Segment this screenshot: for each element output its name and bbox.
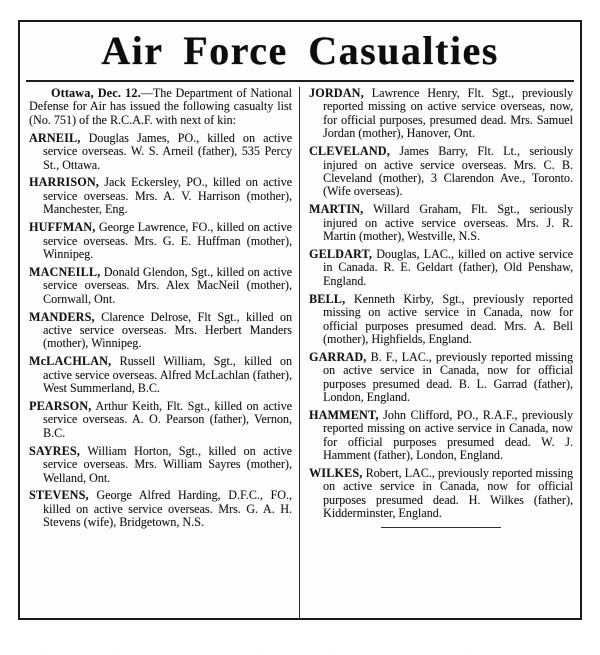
casualty-entry [309,203,573,243]
casualty-surname: JORDAN, [309,87,364,100]
casualty-detail: Jack Eckersley, PO., killed on active service overseas. Mrs. A. V. Harrison (mother), Manchester, Eng. [43,175,292,217]
dateline: Ottawa, Dec. 12. [51,87,141,100]
casualty-detail: Willard Graham, Flt. Sgt., seriously injured on active service overseas. Mrs. J. R. Martin (mother), Westville, N.S. [323,202,573,244]
casualty-detail: Lawrence Henry, Flt. Sgt., previously reported missing on active service overseas, now, for official purposes, presumed dead. Mrs. Samuel Jordan (mother), Hanover, Ont. [323,87,573,141]
casualty-surname: BELL, [309,291,346,306]
casualty-entry [309,409,573,463]
casualty-detail: George Alfred Harding, D.F.C., FO., killed on active service overseas. Mrs. G. A. H. Stevens (wife), Bridgetown, N.S. [43,488,292,530]
casualty-detail: Donald Glendon, Sgt., killed on active service overseas. Mrs. Alex MacNeil (mother), Cornwall, Ont. [43,264,292,306]
casualty-detail: James Barry, Flt. Lt., seriously injured on active service overseas. Mrs. C. B. Cleveland (mother), 3 Clarendon Ave., Toronto. (Wife overseas). [323,144,573,199]
casualty-detail: Russell William, Sgt., killed on active service overseas. Alfred McLachlan (father), West Summerland, B.C. [43,354,292,396]
lede-text: —The Department of National Defense for Air has issued the following casualty list (No. 751) of the R.C.A.F. with next of kin: [29,87,292,127]
casualty-surname: STEVENS, [29,488,89,503]
casualty-entry [29,132,292,172]
casualty-entry [309,293,573,347]
casualty-surname: ARNEIL, [29,130,81,145]
casualty-surname: GELDART, [309,246,373,261]
casualty-entry [29,355,292,395]
casualty-detail: Clarence Delrose, Flt Sgt., killed on active service overseas. Mrs. Herbert Manders (mother), Winnipeg. [43,309,292,351]
casualty-entry [309,145,573,199]
casualty-entry [29,176,292,216]
casualty-surname: WILKES, [309,466,363,481]
lede-paragraph [29,87,292,127]
casualty-detail: Robert, LAC., previously reported missing on active service in Canada, now for official purposes presumed dead. H. Wilkes (father), Kidderminster, England. [323,466,573,521]
newspaper-clipping [18,20,582,620]
column-left [20,87,300,618]
casualty-surname: MARTIN, [309,202,364,217]
casualty-surname: PEARSON, [29,399,92,414]
casualty-surname: HAMMENT, [309,407,379,422]
casualty-entry [309,87,573,141]
casualty-surname: MACNEILL, [29,264,101,279]
casualty-detail: John Clifford, PO., R.A.F., previously reported missing on active service in Canada, now for official purposes presumed dead. W. J. Hamment (father), London, England. [323,407,573,463]
headline-band [20,22,580,76]
casualty-entry [29,266,292,306]
end-of-article-ornament [381,527,501,528]
casualty-entry [29,445,292,485]
casualty-surname: MANDERS, [29,309,95,324]
casualty-entry [29,221,292,261]
casualty-entry [309,467,573,521]
casualty-detail: William Horton, Sgt., killed on active service overseas. Mrs. William Sayres (mother), Welland, Ont. [43,443,292,485]
casualty-detail: Douglas James, PO., killed on active service overseas. W. S. Arneil (father), 535 Percy St., Ottawa. [43,130,292,172]
casualty-surname: GARRAD, [309,349,367,364]
casualty-surname: SAYRES, [29,443,81,458]
casualty-entry [309,351,573,405]
article-columns [20,82,580,618]
casualty-detail: George Lawrence, FO., killed on active service overseas. Mrs. G. E. Huffman (mother), Winnipeg. [43,220,292,261]
page-title: Air Force Casualties [101,28,499,73]
casualty-detail: Arthur Keith, Flt. Sgt., killed on active service overseas. A. O. Pearson (father), Vernon, B.C. [43,399,292,440]
casualty-detail: Kenneth Kirby, Sgt., previously reported missing on active service in Canada, now for official purposes presumed dead. Mrs. A. Bell (mother), Highfields, England. [323,291,573,346]
casualty-entry [309,248,573,288]
casualty-surname: CLEVELAND, [309,144,390,159]
casualty-entry [29,400,292,440]
casualty-surname: McLACHLAN, [29,354,112,369]
casualty-surname: HUFFMAN, [29,220,96,235]
casualty-detail: B. F., LAC., previously reported missing on active service in Canada, now for official purposes presumed dead. B. L. Garrad (father), London, England. [323,349,573,405]
casualty-surname: HARRISON, [29,175,100,190]
casualty-entry [29,489,292,529]
column-right [300,87,580,618]
casualty-detail: Douglas, LAC., killed on active service in Canada. R. E. Geldart (father), Old Penshaw, England. [323,246,573,288]
casualty-entry [29,311,292,351]
